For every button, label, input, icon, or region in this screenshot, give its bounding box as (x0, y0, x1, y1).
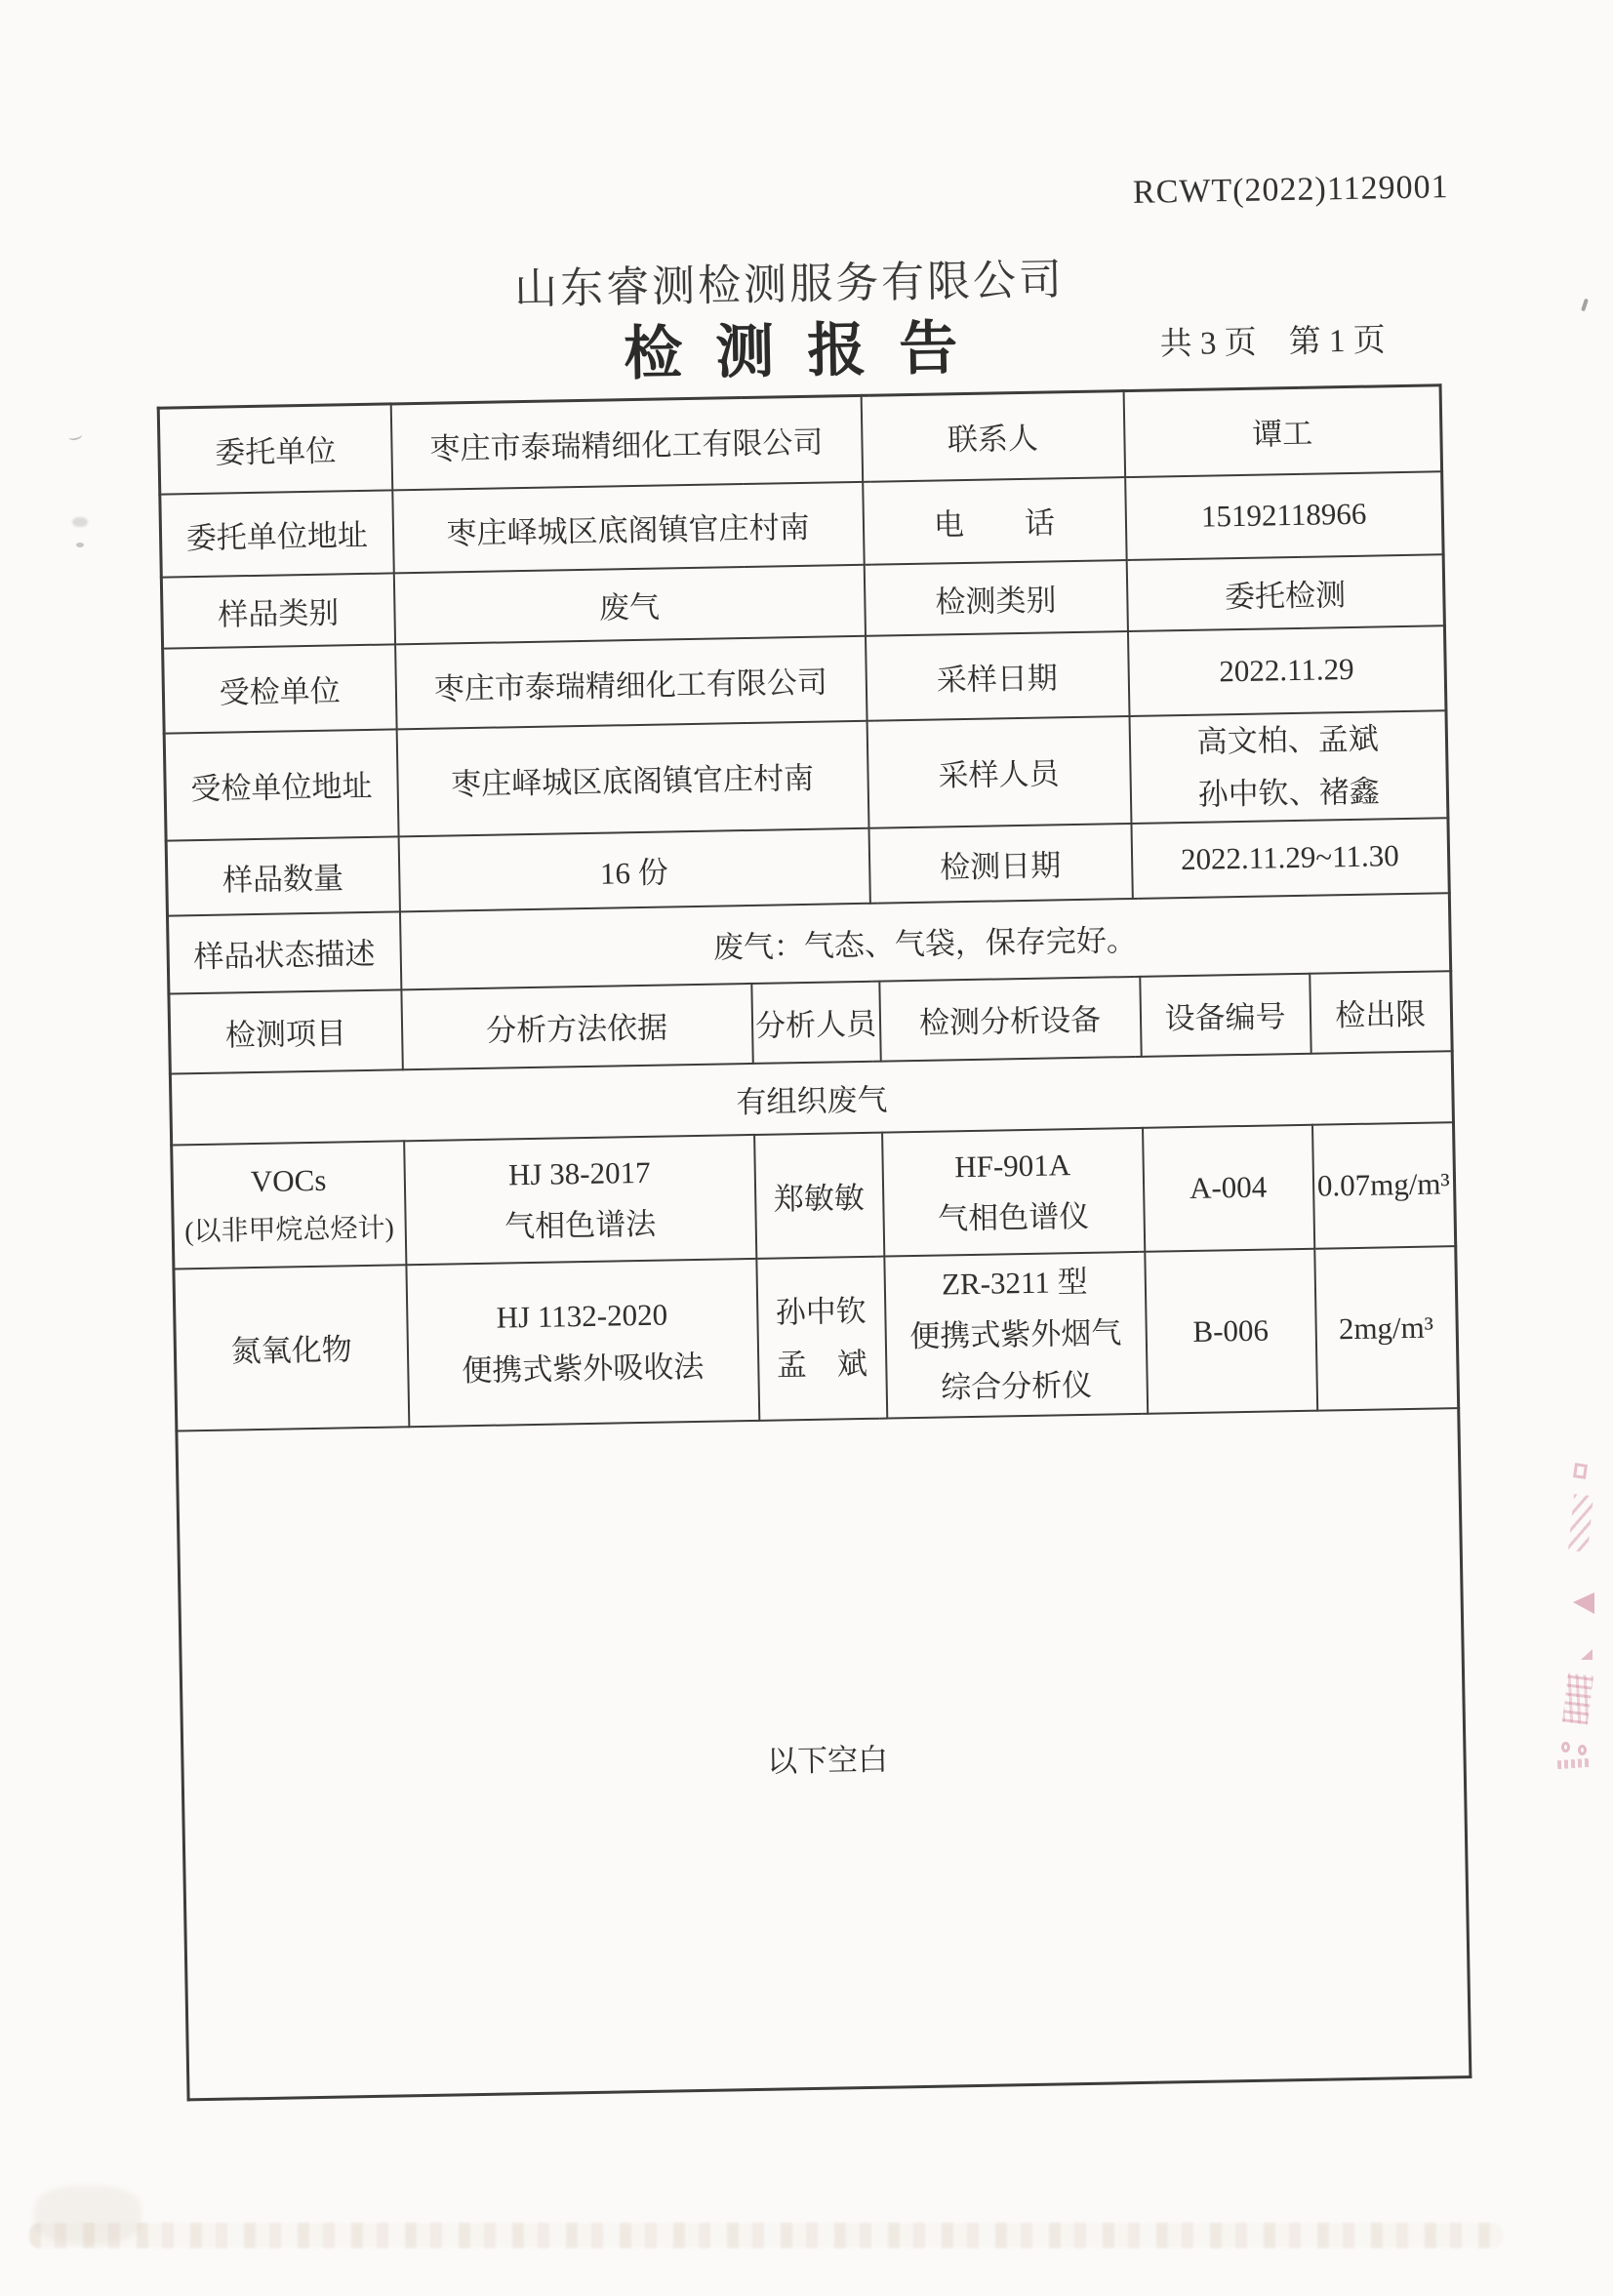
header-method: 分析方法依据 (401, 983, 752, 1068)
phone-value: 15192118966 (1125, 471, 1443, 560)
header-detection-limit: 检出限 (1310, 971, 1452, 1054)
analyst: 郑敏敏 (754, 1132, 884, 1258)
header-analyst: 分析人员 (751, 981, 880, 1063)
header-test-item: 检测项目 (169, 989, 402, 1073)
sample-count-value: 16 份 (398, 827, 869, 911)
test-item: 氮氧化物 (174, 1265, 409, 1430)
method (406, 1258, 759, 1426)
equipment-line: 综合分析仪 (940, 1367, 1093, 1405)
test-item-line: (以非甲烷总烃计) (183, 1213, 395, 1247)
method-line: 便携式紫外吸收法 (462, 1349, 705, 1388)
client-address-label: 委托单位地址 (160, 490, 393, 577)
sampling-date-value: 2022.11.29 (1127, 625, 1445, 716)
test-date-value: 2022.11.29~11.30 (1131, 818, 1449, 899)
client-label: 委托单位 (158, 404, 392, 494)
table-row (172, 1122, 1456, 1269)
sampling-staff-label: 采样人员 (867, 716, 1131, 828)
report-table (157, 383, 1472, 2101)
inspected-unit-value: 枣庄市泰瑞精细化工有限公司 (395, 635, 867, 729)
blank-note: 以下空白 (177, 1408, 1471, 2100)
client-value: 枣庄市泰瑞精细化工有限公司 (390, 395, 862, 490)
sampling-staff-value (1129, 710, 1448, 824)
test-type-label: 检测类别 (864, 560, 1127, 636)
equipment (884, 1251, 1148, 1418)
contact-value: 谭工 (1123, 385, 1442, 477)
sampling-staff-line: 孙中钦、褚鑫 (1197, 773, 1380, 812)
test-item-line: VOCs (250, 1163, 327, 1199)
client-address-value: 枣庄峄城区底阁镇官庄村南 (392, 481, 864, 573)
method-line: HJ 38-2017 (507, 1154, 651, 1192)
analyst-line: 孙中钦 (775, 1294, 867, 1330)
header-equipment: 检测分析设备 (879, 976, 1141, 1061)
equipment-line: 气相色谱仪 (937, 1198, 1090, 1236)
method (404, 1134, 756, 1264)
equipment-line: 便携式紫外烟气 (908, 1315, 1122, 1353)
sampling-date-label: 采样日期 (865, 631, 1129, 721)
equipment (882, 1127, 1145, 1256)
phone-label: 电 话 (863, 477, 1126, 565)
test-type-value: 委托检测 (1126, 554, 1444, 631)
report-code: RCWT(2022)1129001 (1132, 169, 1449, 211)
page-count: 共 3 页 第 1 页 (1159, 323, 1387, 363)
detection-limit: 2mg/m³ (1314, 1246, 1459, 1411)
contact-label: 联系人 (861, 391, 1125, 482)
blank-row (177, 1408, 1471, 2100)
table-row (174, 1246, 1459, 1430)
method-line: HJ 1132-2020 (496, 1297, 668, 1335)
company-name: 山东睿测检测服务有限公司 (513, 256, 1066, 314)
equipment-line: HF-901A (953, 1147, 1071, 1184)
sample-state-value: 废气：气态、气袋，保存完好。 (399, 893, 1450, 989)
equipment-line: ZR-3211 型 (941, 1264, 1088, 1302)
sample-count-label: 样品数量 (166, 836, 399, 915)
section-title: 有组织废气 (170, 1051, 1453, 1145)
equipment-no: B-006 (1145, 1248, 1317, 1413)
equipment-no: A-004 (1143, 1124, 1314, 1251)
detection-limit: 0.07mg/m³ (1311, 1122, 1455, 1249)
sample-state-label: 样品状态描述 (167, 911, 400, 993)
test-date-label: 检测日期 (868, 824, 1132, 904)
sample-type-label: 样品类别 (161, 573, 394, 648)
analyst-line: 孟 斌 (776, 1346, 868, 1383)
inspected-unit-label: 受检单位 (163, 644, 397, 733)
inspected-address-value: 枣庄峄城区底阁镇官庄村南 (396, 720, 868, 836)
sample-type-value: 废气 (393, 564, 865, 644)
method-line: 气相色谱法 (504, 1206, 657, 1244)
test-item (172, 1141, 406, 1269)
header-equipment-no: 设备编号 (1140, 973, 1311, 1056)
report-title: 检测报告 (623, 315, 991, 387)
analyst (756, 1256, 887, 1420)
inspected-address-label: 受检单位地址 (164, 729, 398, 840)
sampling-staff-line: 高文柏、孟斌 (1196, 721, 1380, 759)
